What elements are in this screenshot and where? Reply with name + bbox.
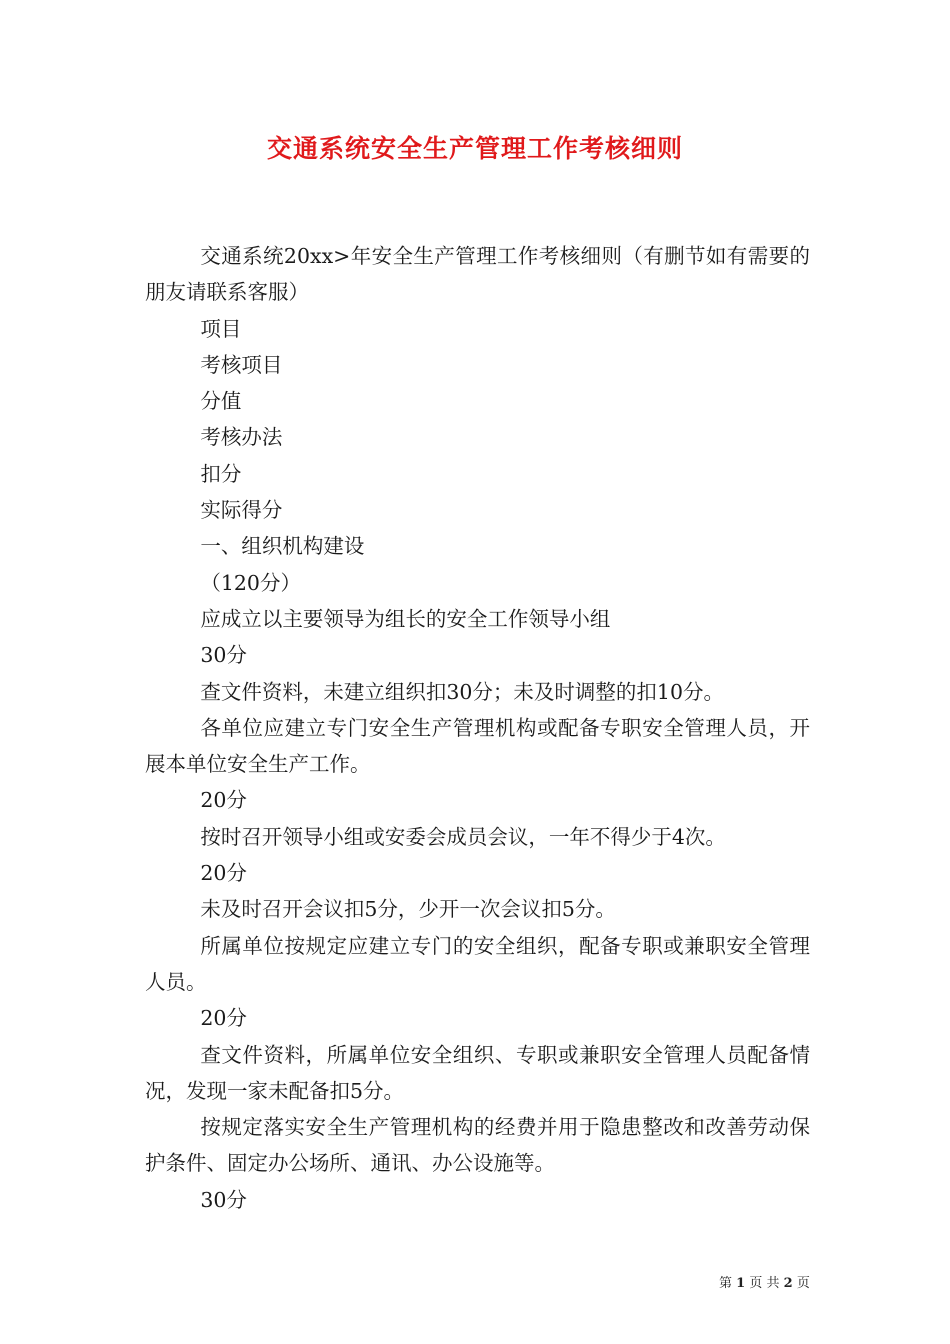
paragraph: 考核项目 [200, 352, 283, 377]
footer-suffix: 页 [796, 1276, 810, 1291]
paragraph: 未及时召开会议扣5分，少开一次会议扣5分。 [200, 897, 616, 922]
paragraph: 20分 [200, 1006, 247, 1031]
paragraph: 扣分 [200, 461, 242, 486]
paragraph: 查文件资料，未建立组织扣30分；未及时调整的扣10分。 [200, 679, 725, 704]
paragraph: 考核办法 [200, 425, 283, 450]
document-title: 交通系统安全生产管理工作考核细则 [266, 134, 683, 163]
section-heading: 一、组织机构建设 [200, 534, 365, 559]
paragraph: 30分 [200, 643, 247, 668]
paragraph: 查文件资料，所属单位安全组织、专职或兼职安全管理人员配备情况，发现一家未配备扣5分。 [145, 1042, 810, 1103]
footer-current-page: 1 [736, 1276, 746, 1291]
paragraph: 按规定落实安全生产管理机构的经费并用于隐患整改和改善劳动保护条件、固定办公场所、通讯、办公设施等。 [145, 1115, 810, 1176]
paragraph: 实际得分 [200, 498, 283, 523]
paragraph: 分值 [200, 389, 242, 414]
paragraph: 项目 [200, 316, 242, 341]
intro-paragraph: 交通系统20xx>年安全生产管理工作考核细则（有删节如有需要的朋友请联系客服） [145, 244, 810, 305]
paragraph: 20分 [200, 861, 247, 886]
paragraph: 所属单位按规定应建立专门的安全组织，配备专职或兼职安全管理人员。 [145, 933, 810, 994]
paragraph: 各单位应建立专门安全生产管理机构或配备专职安全管理人员，开展本单位安全生产工作。 [145, 715, 810, 777]
footer-prefix: 第 [719, 1276, 733, 1291]
footer-total-pages: 2 [783, 1276, 793, 1291]
paragraph: 20分 [200, 788, 247, 813]
paragraph: （120分） [200, 570, 301, 595]
paragraph: 应成立以主要领导为组长的安全工作领导小组 [200, 606, 611, 631]
page-footer [719, 1275, 810, 1293]
paragraph: 30分 [200, 1187, 247, 1212]
paragraph: 按时召开领导小组或安委会成员会议，一年不得少于4次。 [200, 824, 726, 849]
footer-middle: 页 共 [749, 1276, 780, 1291]
document-body [145, 238, 810, 1218]
